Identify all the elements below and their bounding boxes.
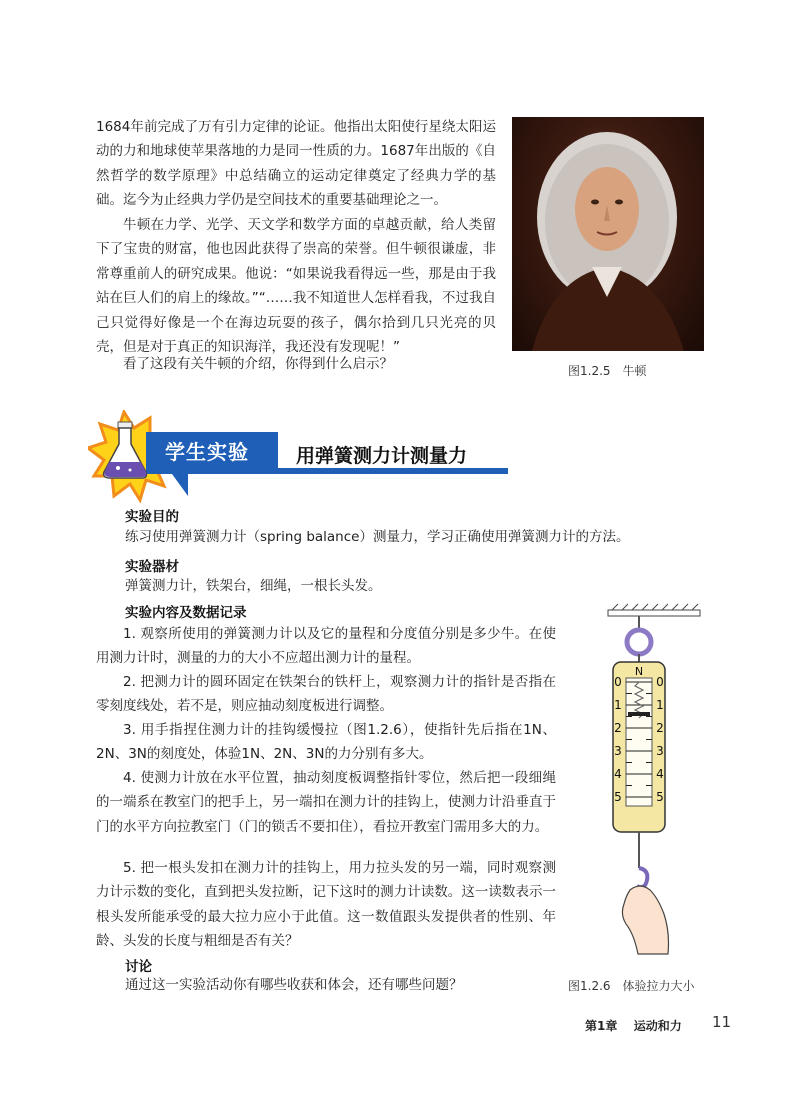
intro-paragraph-2: 牛顿在力学、光学、天文学和数学方面的卓越贡献，给人类留下了宝贵的财富，他也因此获得了崇高的荣誉。但牛顿很谦虚，非常尊重前人的研究成果。他说：“如果说我看得远一些，那是由于我站在巨人们的肩上的缘故。”“……我不知道世人怎样看我，不过我自己只觉得好像是一个在海边玩耍的孩子，偶尔拾到几只光亮的贝壳，但是对于真正的知识海洋，我还没有发现呢！” xyxy=(96,217,496,356)
hanging-ring xyxy=(627,630,651,654)
banner-label: 学生实验 xyxy=(165,440,249,464)
step-4: 4. 使测力计放在水平位置，抽动刻度板调整指针零位，然后把一段细绳的一端系在教室门的把手上，另一端扣在测力计的挂钩上，使测力计沿垂直于门的水平方向拉教室门（门的锁舌不要扣住），看拉开教室门需用多大的力。 xyxy=(96,770,556,835)
unit-label: N xyxy=(634,665,644,678)
aim-text: 练习使用弹簧测力计（spring balance）测量力，学习正确使用弹簧测力计的方法。 xyxy=(125,529,630,545)
figure-1-2-6-caption: 图1.2.6 体验拉力大小 xyxy=(568,979,695,993)
step-2: 2. 把测力计的圆环固定在铁架台的铁杆上，观察测力计的指针是否指在零刻度线处，若不是，则应抽动刻度板进行调整。 xyxy=(96,674,556,715)
intro-paragraph-3: 看了这段有关牛顿的介绍，你得到什么启示？ xyxy=(123,356,393,372)
discussion-text: 通过这一实验活动你有哪些收获和体会，还有哪些问题？ xyxy=(125,977,463,993)
figure-1-2-5-caption: 图1.2.5 牛顿 xyxy=(568,364,647,378)
scale-left-3: 3 xyxy=(614,744,622,758)
spring-balance-figure xyxy=(598,600,710,965)
step-3: 3. 用手指捏住测力计的挂钩缓慢拉（图1.2.6），使指针先后指在1N、2N、3N的刻度处，体验1N、2N、3N的力分别有多大。 xyxy=(96,722,556,763)
scale-right-4: 4 xyxy=(656,767,664,781)
newton-portrait-illustration xyxy=(512,117,704,351)
materials-heading: 实验器材 xyxy=(125,559,179,575)
scale-left-4: 4 xyxy=(614,767,622,781)
ceiling-mount xyxy=(608,604,700,616)
hook xyxy=(637,868,647,887)
step-1: 1. 观察所使用的弹簧测力计以及它的量程和分度值分别是多少牛。在使用测力计时，测量的力的大小不应超出测力计的量程。 xyxy=(96,626,556,667)
scale-right-0: 0 xyxy=(656,675,664,689)
scale-left-2: 2 xyxy=(614,721,622,735)
procedure-heading: 实验内容及数据记录 xyxy=(125,605,247,621)
page-footer xyxy=(585,1017,682,1034)
experiment-title: 用弹簧测力计测量力 xyxy=(296,445,468,467)
newton-portrait xyxy=(512,117,704,351)
scale-right-2: 2 xyxy=(656,721,664,735)
scale-left-0: 0 xyxy=(614,675,622,689)
scale-right-3: 3 xyxy=(656,744,664,758)
scale-left-1: 1 xyxy=(614,698,622,712)
discussion-heading: 讨论 xyxy=(125,959,152,975)
pointer xyxy=(628,712,650,716)
scale-right-5: 5 xyxy=(656,790,664,804)
step-5: 5. 把一根头发扣在测力计的挂钩上，用力拉头发的另一端，同时观察测力计示数的变化，直到把头发拉断，记下这时的测力计读数。这一读数表示一根头发所能承受的最大拉力应小于此值。这一数值跟头发提供者的性别、年龄、头发的长度与粗细是否有关？ xyxy=(96,860,556,950)
footer-chapter-title: 运动和力 xyxy=(633,1019,682,1033)
scale-left-5: 5 xyxy=(614,790,622,804)
materials-text: 弹簧测力计，铁架台，细绳，一根长头发。 xyxy=(125,578,382,594)
page-number: 11 xyxy=(712,1013,732,1031)
aim-heading: 实验目的 xyxy=(125,509,179,525)
scale-right-1: 1 xyxy=(656,698,664,712)
intro-paragraph-1: 1684年前完成了万有引力定律的论证。他指出太阳使行星绕太阳运动的力和地球使苹果落地的力是同一性质的力。1687年出版的《自然哲学的数学原理》中总结确立的运动定律奠定了经典力学的基础。迄今为止经典力学仍是空间技术的重要基础理论之一。 xyxy=(96,119,496,209)
footer-chapter: 第1章 xyxy=(585,1019,618,1033)
hand-icon xyxy=(622,886,668,954)
